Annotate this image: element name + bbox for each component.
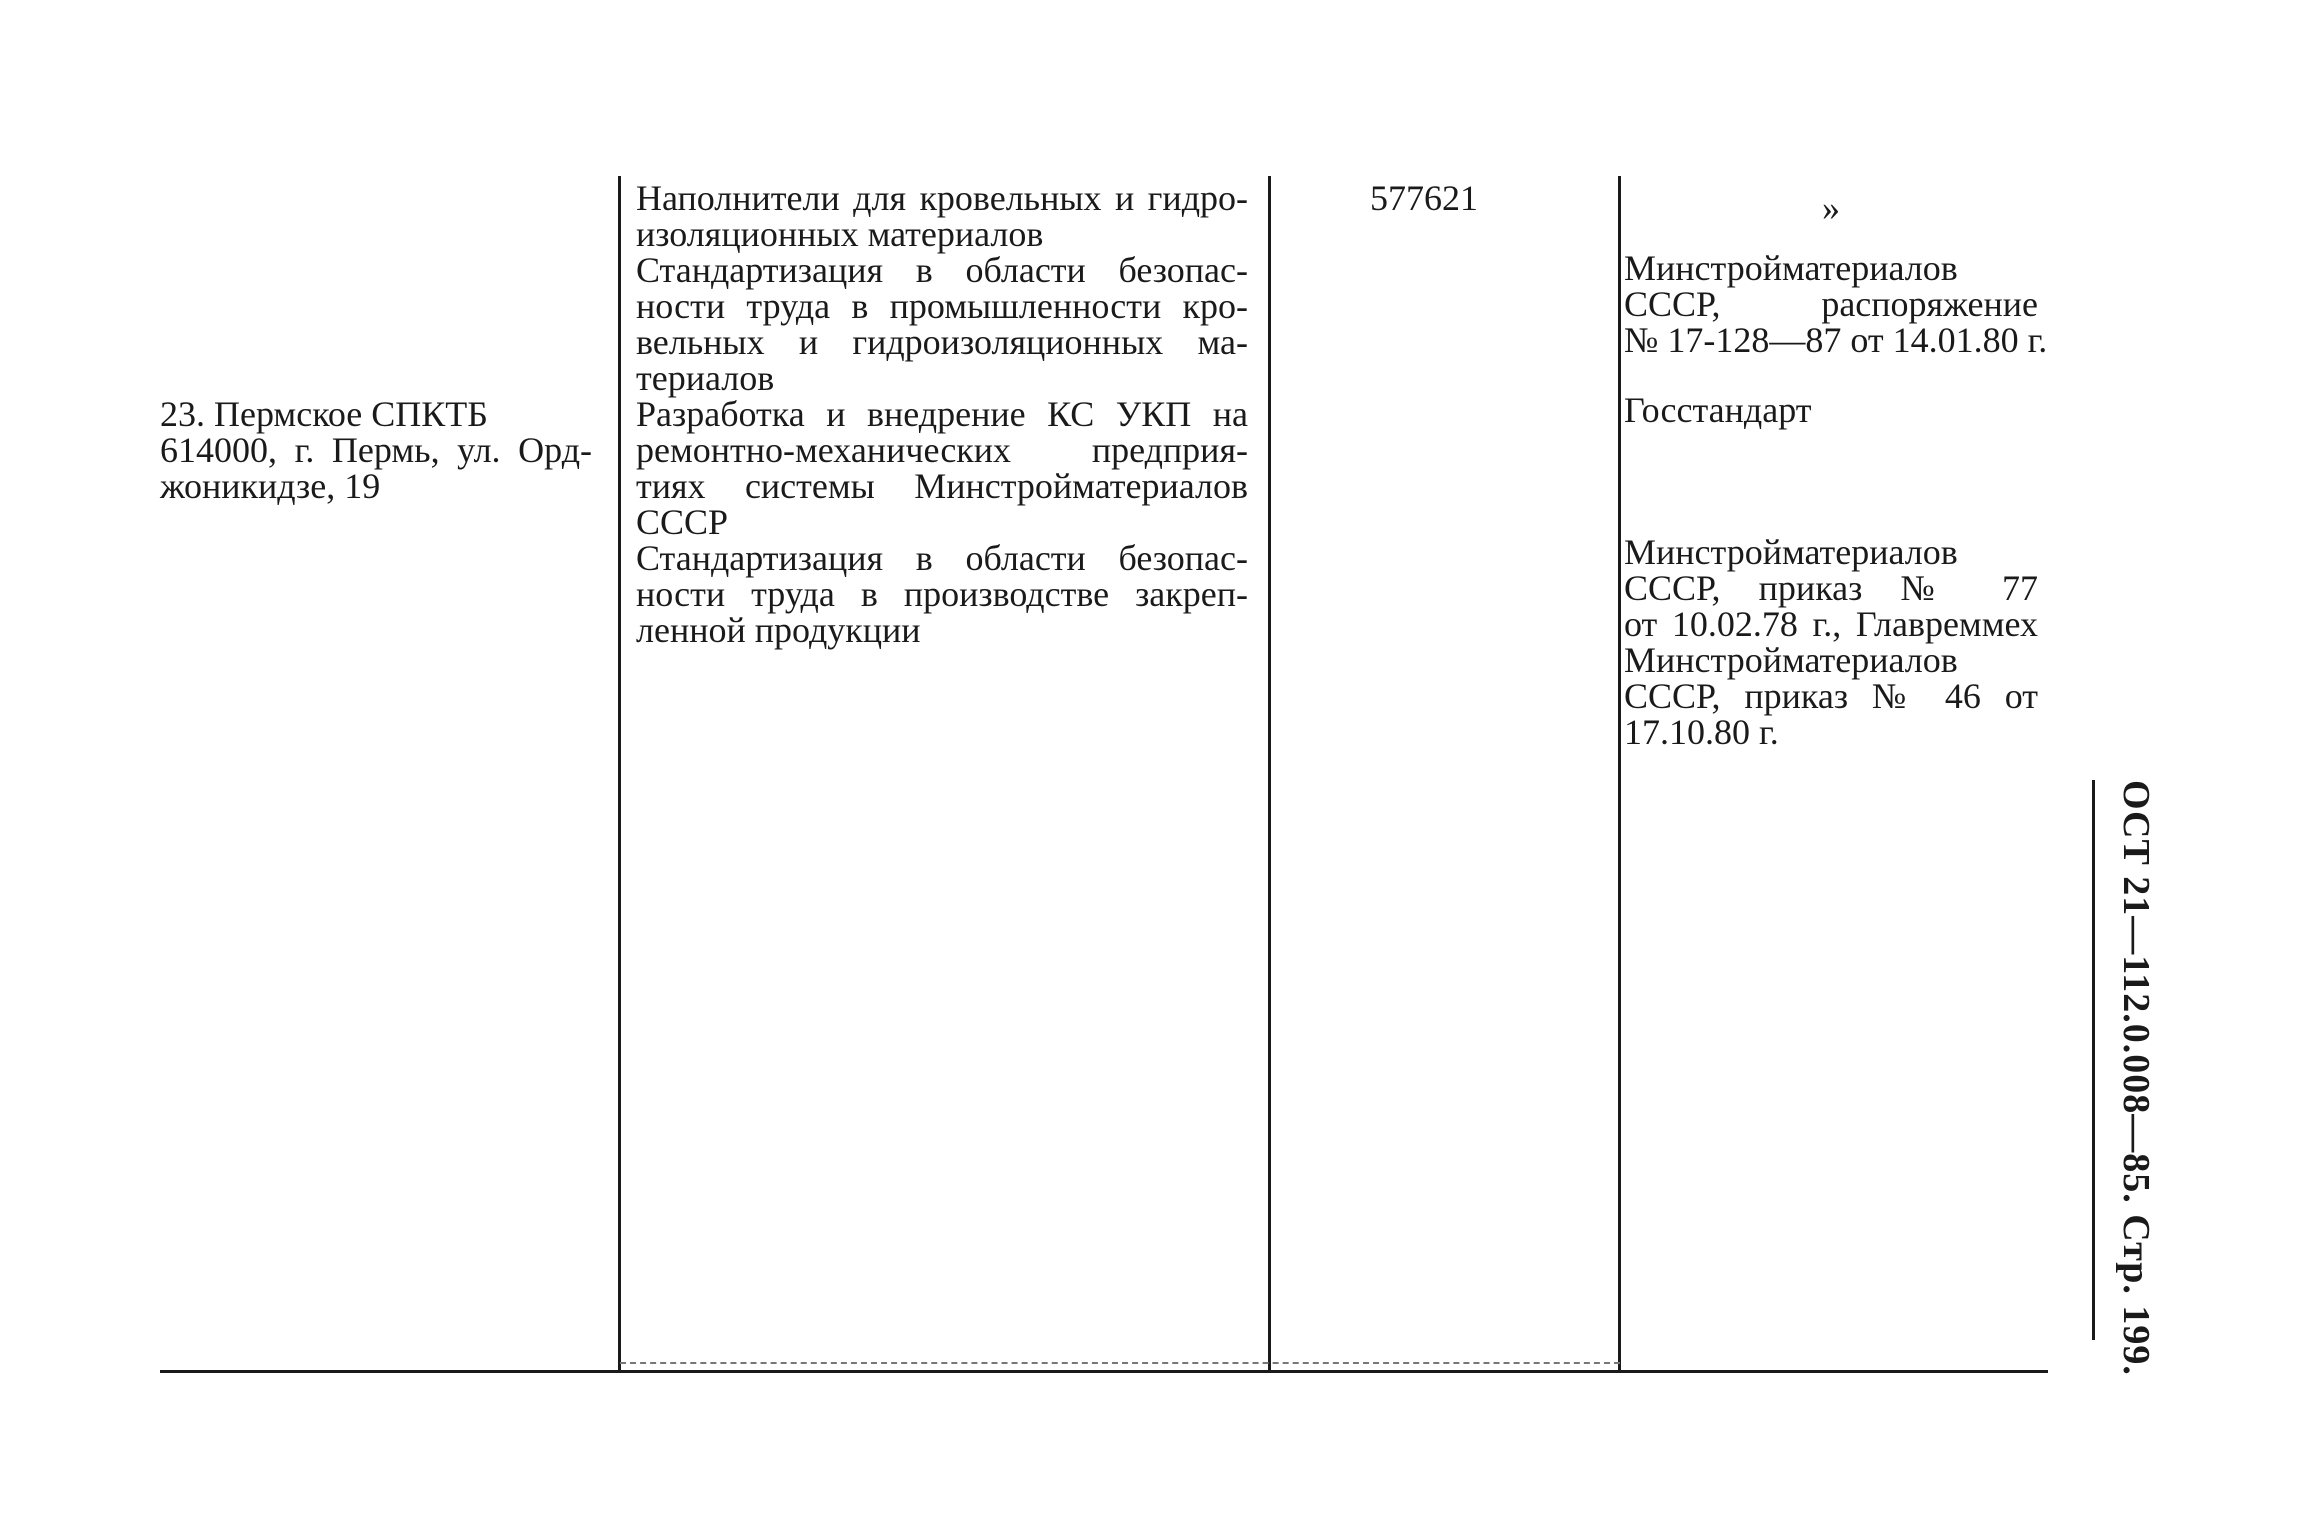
work-item-line: изоляционных материалов xyxy=(636,214,1044,254)
work-item-line: ности труда в промышленности кро- xyxy=(636,286,1248,326)
organization-cell xyxy=(160,396,592,504)
basis-line: от 10.02.78 г., Главреммех xyxy=(1624,604,2038,644)
basis-line: Госстандарт xyxy=(1624,390,1812,430)
basis-line: Минстройматериалов xyxy=(1624,640,1958,680)
work-item-line: ности труда в производстве закреп- xyxy=(636,574,1248,614)
column-divider-3-lower xyxy=(1618,772,1621,1372)
basis-line: СССР, приказ № 46 от xyxy=(1624,676,2038,716)
ditto-mark: » xyxy=(1822,188,1840,228)
work-item-line: вельных и гидроизоляционных ма- xyxy=(636,322,1248,362)
work-item xyxy=(636,180,1248,252)
basis-line: 17.10.80 г. xyxy=(1624,712,1779,752)
basis-item xyxy=(1624,534,2038,750)
side-running-header: ОСТ 21—112.0.008—85. Стр. 199. xyxy=(2115,780,2157,1376)
code-cell xyxy=(1274,180,1574,216)
column-divider-2 xyxy=(1268,176,1271,1372)
table-bottom-rule xyxy=(160,1370,2048,1373)
work-item-line: СССР xyxy=(636,502,729,542)
work-item-line: ленной продукции xyxy=(636,610,921,650)
work-item xyxy=(636,396,1248,540)
column-divider-1 xyxy=(618,176,621,1372)
work-item xyxy=(636,540,1248,648)
basis-line: СССР, приказ № 77 xyxy=(1624,568,2038,608)
table-bottom-dotted-rule xyxy=(620,1362,1620,1364)
basis-cell xyxy=(1624,180,2048,752)
work-item-line: Стандартизация в области безопас- xyxy=(636,250,1248,290)
work-item-line: тиях системы Минстройматериалов xyxy=(636,466,1248,506)
basis-line: Минстройматериалов xyxy=(1624,532,1958,572)
code-value: 577621 xyxy=(1370,178,1478,218)
work-item xyxy=(636,252,1248,396)
work-item-line: Разработка и внедрение КС УКП на xyxy=(636,394,1248,434)
basis-item xyxy=(1624,392,2038,428)
work-item-line: ремонтно-механических предприя- xyxy=(636,430,1248,470)
organization-line: 614000, г. Пермь, ул. Орд- xyxy=(160,430,592,470)
organization-line: жоникидзе, 19 xyxy=(160,466,381,506)
work-item-line: териалов xyxy=(636,358,775,398)
work-item-line: Стандартизация в области безопас- xyxy=(636,538,1248,578)
work-item-line: Наполнители для кровельных и гидро- xyxy=(636,178,1248,218)
basis-line: СССР, распоряжение xyxy=(1624,284,2038,324)
basis-line: № 17-128—87 от 14.01.80 г. xyxy=(1624,320,2048,360)
basis-item xyxy=(1624,248,2048,360)
side-header-rule xyxy=(2092,780,2095,1340)
organization-line: 23. Пермское СПКТБ xyxy=(160,394,488,434)
work-items-cell xyxy=(636,180,1248,648)
basis-line: Минстройматериалов xyxy=(1624,248,1958,288)
column-divider-3 xyxy=(1618,176,1621,772)
